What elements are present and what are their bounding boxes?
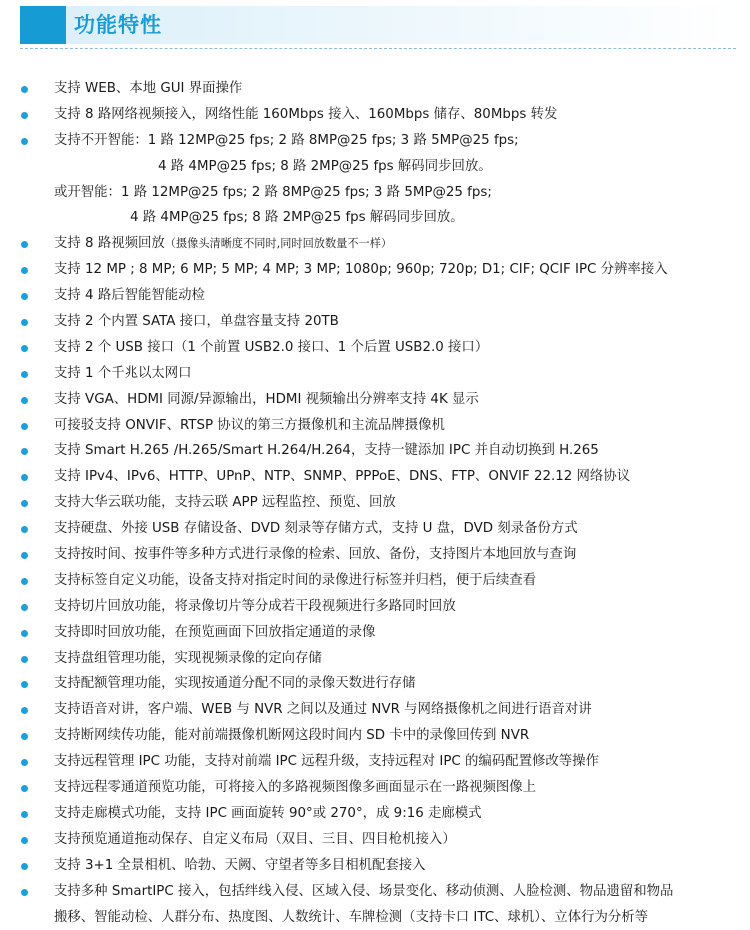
bullet-icon <box>21 785 28 792</box>
feature-list-item <box>0 180 750 206</box>
feature-text <box>54 775 536 801</box>
bullet-icon <box>21 630 28 637</box>
feature-text-main: 支持远程管理 IPC 功能，支持对前端 IPC 远程升级，支持远程对 IPC 的编码配置修改等操作 <box>54 754 599 769</box>
feature-text-main: 支持远程零通道预览功能，可将接入的多路视频图像多画面显示在一路视频图像上 <box>54 780 536 795</box>
feature-text-main: 支持 WEB、本地 GUI 界面操作 <box>54 81 242 96</box>
feature-text-main: 支持盘组管理功能，实现视频录像的定向存储 <box>54 651 322 666</box>
feature-list-item <box>0 775 750 801</box>
feature-list-item <box>0 128 750 154</box>
feature-text-main: 支持多种 SmartIPC 接入，包括绊线入侵、区域入侵、场景变化、移动侦测、人脸检测、物品遗留和物品 <box>54 884 673 899</box>
feature-list-item <box>0 516 750 542</box>
feature-text-main: 支持标签自定义功能，设备支持对指定时间的录像进行标签并归档，便于后续查看 <box>54 573 536 588</box>
bullet-icon <box>21 500 28 507</box>
feature-text <box>54 542 576 568</box>
feature-text <box>54 309 339 335</box>
feature-text-main: 支持硬盘、外接 USB 存储设备、DVD 刻录等存储方式，支持 U 盘，DVD 刻录备份方式 <box>54 521 578 536</box>
feature-list <box>0 76 750 930</box>
bullet-icon <box>21 656 28 663</box>
bullet-icon <box>21 707 28 714</box>
bullet-icon <box>21 345 28 352</box>
feature-text <box>130 205 464 231</box>
feature-text-main: 4 路 4MP@25 fps; 8 路 2MP@25 fps 解码同步回放。 <box>130 210 464 225</box>
feature-text-main: 支持按时间、按事件等多种方式进行录像的检索、回放、备份，支持图片本地回放与查询 <box>54 547 576 562</box>
bullet-icon <box>21 733 28 740</box>
feature-text <box>54 594 456 620</box>
feature-list-item <box>0 723 750 749</box>
feature-text <box>54 801 482 827</box>
feature-text <box>54 438 599 464</box>
bullet-icon <box>21 112 28 119</box>
feature-text-main: 支持 Smart H.265 /H.265/Smart H.264/H.264，支持一键添加 IPC 并自动切换到 H.265 <box>54 443 599 458</box>
feature-text <box>54 102 557 128</box>
feature-text <box>54 361 192 387</box>
feature-text <box>54 879 673 905</box>
feature-list-item <box>0 413 750 439</box>
feature-text-main: 可接驳支持 ONVIF、RTSP 协议的第三方摄像机和主流品牌摄像机 <box>54 418 445 433</box>
feature-text-main: 支持大华云联功能，支持云联 APP 远程监控、预览、回放 <box>54 495 396 510</box>
bullet-icon <box>21 423 28 430</box>
feature-text-main: 支持 VGA、HDMI 同源/异源输出，HDMI 视频输出分辨率支持 4K 显示 <box>54 392 479 407</box>
feature-text <box>54 180 492 206</box>
feature-text-main: 支持 2 个内置 SATA 接口，单盘容量支持 20TB <box>54 314 339 329</box>
bullet-icon <box>21 526 28 533</box>
bullet-icon <box>21 397 28 404</box>
feature-text <box>54 723 529 749</box>
feature-list-item <box>0 309 750 335</box>
feature-text <box>54 257 668 283</box>
bullet-icon <box>21 241 28 248</box>
feature-text-main: 支持走廊模式功能，支持 IPC 画面旋转 90°或 270°，成 9:16 走廊模式 <box>54 806 482 821</box>
feature-text-main: 支持断网续传功能，能对前端摄像机断网这段时间内 SD 卡中的录像回传到 NVR <box>54 728 529 743</box>
feature-text <box>54 231 392 257</box>
feature-list-item <box>0 464 750 490</box>
bullet-icon <box>21 138 28 145</box>
feature-text <box>54 646 322 672</box>
feature-text-main: 支持预览通道拖动保存、自定义布局（双目、三目、四目枪机接入） <box>54 832 456 847</box>
feature-text-main: 支持 4 路后智能智能动检 <box>54 288 205 303</box>
feature-text-main: 支持语音对讲，客户端、WEB 与 NVR 之间以及通过 NVR 与网络摄像机之间进行语音对讲 <box>54 702 592 717</box>
feature-text-main: 支持配额管理功能，实现按通道分配不同的录像天数进行存储 <box>54 676 416 691</box>
page-title: 功能特性 <box>74 11 162 39</box>
feature-list-item <box>0 154 750 180</box>
feature-list-item <box>0 646 750 672</box>
feature-list-item <box>0 231 750 257</box>
bullet-icon <box>21 86 28 93</box>
feature-text <box>54 827 456 853</box>
feature-text <box>54 464 630 490</box>
bullet-icon <box>21 371 28 378</box>
feature-text <box>158 154 492 180</box>
feature-list-item <box>0 335 750 361</box>
feature-list-item <box>0 542 750 568</box>
feature-text <box>54 283 205 309</box>
bullet-icon <box>21 578 28 585</box>
feature-text-main: 支持切片回放功能，将录像切片等分成若干段视频进行多路同时回放 <box>54 599 456 614</box>
feature-list-item <box>0 749 750 775</box>
feature-text-main: 4 路 4MP@25 fps; 8 路 2MP@25 fps 解码同步回放。 <box>158 159 492 174</box>
bullet-icon <box>21 552 28 559</box>
feature-text <box>54 697 592 723</box>
feature-text-main: 或开智能：1 路 12MP@25 fps; 2 路 8MP@25 fps; 3 路 5MP@25 fps; <box>54 185 492 200</box>
feature-text <box>54 76 242 102</box>
feature-text <box>54 749 599 775</box>
feature-text <box>54 335 488 361</box>
feature-text-main: 支持 IPv4、IPv6、HTTP、UPnP、NTP、SNMP、PPPoE、DNS、FTP、ONVIF 22.12 网络协议 <box>54 469 630 484</box>
feature-list-item <box>0 905 750 930</box>
bullet-icon <box>21 474 28 481</box>
feature-text-main: 支持 3+1 全景相机、哈勃、天阙、守望者等多目相机配套接入 <box>54 858 426 873</box>
feature-text <box>54 387 479 413</box>
feature-text <box>54 853 426 879</box>
bullet-icon <box>21 889 28 896</box>
bullet-icon <box>21 811 28 818</box>
feature-text <box>54 490 396 516</box>
bullet-icon <box>21 267 28 274</box>
feature-text <box>54 671 416 697</box>
feature-list-item <box>0 620 750 646</box>
feature-list-item <box>0 879 750 905</box>
feature-text-note: （摄像头清晰度不同时,同时回放数量不一样） <box>165 237 392 250</box>
feature-text <box>54 516 578 542</box>
feature-list-item <box>0 205 750 231</box>
bullet-icon <box>21 759 28 766</box>
feature-list-item <box>0 283 750 309</box>
feature-text-main: 搬移、智能动检、人群分布、热度图、人数统计、车牌检测（支持卡口 ITC、球机）、立体行为分析等 <box>54 910 648 925</box>
bullet-icon <box>21 319 28 326</box>
feature-text <box>54 620 375 646</box>
feature-text-main: 支持 2 个 USB 接口（1 个前置 USB2.0 接口、1 个后置 USB2.0 接口） <box>54 340 488 355</box>
feature-list-item <box>0 801 750 827</box>
section-header-marker <box>20 6 66 44</box>
feature-list-item <box>0 102 750 128</box>
bullet-icon <box>21 681 28 688</box>
feature-list-item <box>0 697 750 723</box>
bullet-icon <box>21 293 28 300</box>
bullet-icon <box>21 448 28 455</box>
feature-list-item <box>0 438 750 464</box>
bullet-icon <box>21 604 28 611</box>
header-divider <box>20 48 736 49</box>
feature-list-item <box>0 490 750 516</box>
feature-list-item <box>0 257 750 283</box>
bullet-icon <box>21 863 28 870</box>
feature-list-item <box>0 594 750 620</box>
feature-text <box>54 413 445 439</box>
feature-list-item <box>0 827 750 853</box>
feature-text-main: 支持不开智能：1 路 12MP@25 fps; 2 路 8MP@25 fps; 3 路 5MP@25 fps; <box>54 133 519 148</box>
feature-list-item <box>0 671 750 697</box>
feature-list-item <box>0 568 750 594</box>
feature-text-main: 支持 1 个千兆以太网口 <box>54 366 192 381</box>
bullet-icon <box>21 837 28 844</box>
feature-text <box>54 128 519 154</box>
feature-text-main: 支持 8 路网络视频接入，网络性能 160Mbps 接入、160Mbps 储存、80Mbps 转发 <box>54 107 557 122</box>
feature-list-item <box>0 361 750 387</box>
feature-text-main: 支持 8 路视频回放 <box>54 236 165 251</box>
feature-text <box>54 568 536 594</box>
feature-text <box>54 905 648 930</box>
feature-text-main: 支持 12 MP ; 8 MP; 6 MP; 5 MP; 4 MP; 3 MP; 1080p; 960p; 720p; D1; CIF; QCIF IPC 分辨率接入 <box>54 262 668 277</box>
feature-list-item <box>0 853 750 879</box>
feature-text-main: 支持即时回放功能，在预览画面下回放指定通道的录像 <box>54 625 375 640</box>
feature-list-item <box>0 387 750 413</box>
feature-list-item <box>0 76 750 102</box>
